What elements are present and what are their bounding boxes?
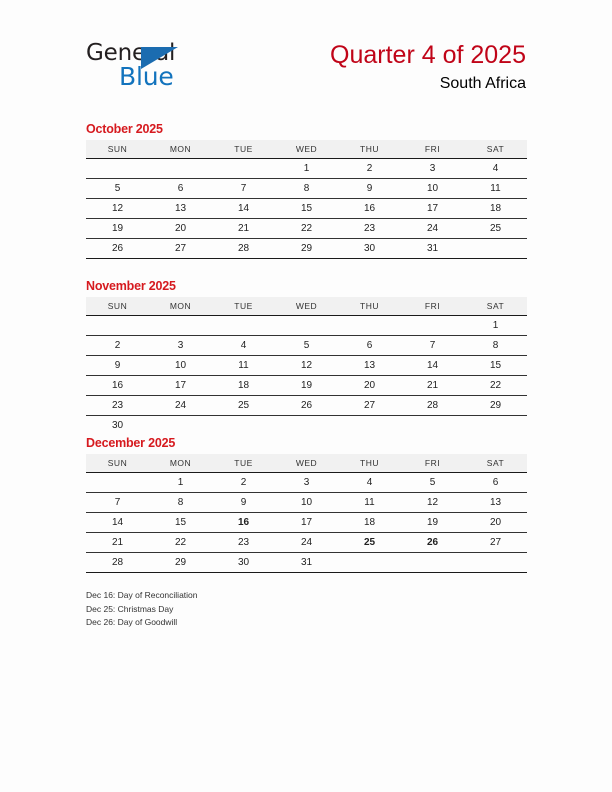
weekday-header-sat: SAT: [464, 297, 527, 316]
weekday-header-row: [86, 140, 527, 159]
calendar-empty-cell: [464, 416, 527, 436]
calendar-day-cell[interactable]: 12: [86, 199, 149, 219]
holiday-note: Dec 25: Christmas Day: [86, 603, 174, 614]
calendar-empty-cell: [86, 159, 149, 179]
weekday-header-wed: WED: [275, 140, 338, 159]
calendar-day-cell[interactable]: 10: [401, 179, 464, 199]
page-header: [0, 0, 612, 110]
weekday-header-fri: FRI: [401, 297, 464, 316]
calendar-day-cell[interactable]: 9: [86, 356, 149, 376]
calendar-empty-cell: [338, 553, 401, 573]
calendar-day-cell[interactable]: 30: [111, 420, 124, 431]
calendar-day-cell[interactable]: 9: [338, 179, 401, 199]
weekday-header-row: [86, 297, 527, 316]
calendar-week-row: [86, 199, 527, 219]
calendar-day-cell[interactable]: 25: [212, 396, 275, 416]
holiday-note: Dec 16: Day of Reconciliation: [86, 590, 198, 600]
calendar-day-cell[interactable]: 14: [212, 199, 275, 219]
weekday-header-sat: SAT: [464, 140, 527, 159]
calendar-week-row: [86, 219, 527, 239]
calendar-day-cell[interactable]: 18: [338, 513, 401, 533]
calendar-day-cell[interactable]: 29: [275, 239, 338, 259]
calendar-day-cell[interactable]: 18: [212, 376, 275, 396]
calendar-day-cell[interactable]: 27: [464, 533, 527, 553]
calendar-day-cell[interactable]: 2: [212, 473, 275, 493]
calendar-day-cell[interactable]: 29: [149, 553, 212, 573]
calendar-empty-cell: [86, 473, 149, 493]
calendar-empty-cell: [149, 416, 212, 436]
month-block-november: [86, 279, 527, 435]
calendar-day-cell[interactable]: 20: [464, 513, 527, 533]
calendar-week-row: [86, 513, 527, 533]
calendar-empty-cell: [212, 416, 275, 436]
calendar-day-cell[interactable]: 23: [86, 396, 149, 416]
calendar-day-cell[interactable]: 13: [338, 356, 401, 376]
weekday-header-mon: MON: [149, 297, 212, 316]
calendar-day-cell[interactable]: 17: [149, 376, 212, 396]
calendar-day-cell[interactable]: 15: [275, 199, 338, 219]
calendar-week-row: [86, 473, 527, 493]
calendar-empty-cell: [149, 159, 212, 179]
weekday-header-thu: THU: [338, 454, 401, 473]
calendar-week-row: [86, 356, 527, 376]
logo-text-general: General: [86, 40, 176, 66]
calendar-day-cell[interactable]: 11: [212, 356, 275, 376]
calendar-day-cell[interactable]: 30: [338, 239, 401, 259]
calendar-week-row: [86, 416, 527, 436]
calendar-day-cell[interactable]: 29: [464, 396, 527, 416]
country-subtitle: South Africa: [439, 75, 526, 92]
weekday-header-sun: SUN: [86, 140, 149, 159]
weekday-header-thu: THU: [338, 140, 401, 159]
calendar-day-cell[interactable]: 18: [464, 199, 527, 219]
calendar-day-cell-holiday[interactable]: 26: [401, 533, 464, 553]
calendar-week-row: [86, 179, 527, 199]
weekday-header-fri: FRI: [401, 140, 464, 159]
calendar-day-cell[interactable]: 24: [149, 396, 212, 416]
calendar-empty-cell: [275, 316, 338, 336]
calendar-week-row: [86, 533, 527, 553]
calendar-day-cell[interactable]: 22: [275, 219, 338, 239]
calendar-empty-cell: [401, 316, 464, 336]
calendar-empty-cell: [86, 316, 149, 336]
weekday-header-mon: MON: [149, 140, 212, 159]
calendar-day-cell[interactable]: 19: [86, 219, 149, 239]
calendar-day-cell[interactable]: 21: [212, 219, 275, 239]
month-block-december: [86, 436, 527, 573]
logo-text-blue: Blue: [119, 62, 174, 91]
calendar-day-cell[interactable]: 6: [149, 179, 212, 199]
calendar-day-cell[interactable]: 7: [401, 336, 464, 356]
calendar-day-cell[interactable]: 23: [338, 219, 401, 239]
calendar-day-cell[interactable]: 11: [464, 179, 527, 199]
calendar-day-cell[interactable]: 20: [149, 219, 212, 239]
calendar-day-cell[interactable]: 24: [401, 219, 464, 239]
calendar-day-cell-holiday[interactable]: 25: [338, 533, 401, 553]
weekday-header-thu: THU: [338, 297, 401, 316]
general-blue-logo: [86, 40, 286, 95]
calendar-day-cell[interactable]: 16: [86, 376, 149, 396]
calendar-day-cell[interactable]: 11: [338, 493, 401, 513]
calendar-day-cell[interactable]: 17: [275, 513, 338, 533]
holiday-note: Dec 26: Day of Goodwill: [86, 617, 178, 627]
calendar-day-cell[interactable]: 5: [401, 473, 464, 493]
weekday-header-fri: FRI: [401, 454, 464, 473]
month-title: October 2025: [86, 122, 163, 136]
calendar-day-cell[interactable]: 3: [401, 159, 464, 179]
calendar-day-cell[interactable]: 25: [464, 219, 527, 239]
calendar-day-cell[interactable]: 27: [338, 396, 401, 416]
calendar-week-row: [86, 376, 527, 396]
calendar-empty-cell: [338, 316, 401, 336]
weekday-header-row: [86, 454, 527, 473]
calendar-day-cell[interactable]: 3: [149, 336, 212, 356]
calendar-body: [86, 159, 527, 259]
calendar-day-cell[interactable]: 8: [464, 336, 527, 356]
calendar-day-cell[interactable]: 1: [275, 159, 338, 179]
calendar-day-cell-holiday[interactable]: 16: [212, 513, 275, 533]
calendar-week-row: [86, 553, 527, 573]
calendar-day-cell[interactable]: 1: [464, 316, 527, 336]
calendar-day-cell[interactable]: 4: [464, 159, 527, 179]
calendar-day-cell[interactable]: 19: [275, 376, 338, 396]
calendar-day-cell[interactable]: 28: [212, 239, 275, 259]
calendar-day-cell[interactable]: 5: [275, 336, 338, 356]
page-title: Quarter 4 of 2025: [330, 41, 526, 69]
calendar-day-cell[interactable]: 7: [212, 179, 275, 199]
calendar-week-row: [86, 316, 527, 336]
calendar-day-cell[interactable]: 21: [401, 376, 464, 396]
calendar-day-cell[interactable]: 6: [464, 473, 527, 493]
calendar-empty-cell: [401, 553, 464, 573]
calendar-table-december: [86, 454, 527, 573]
calendar-week-row: [86, 396, 527, 416]
calendar-day-cell[interactable]: 12: [401, 493, 464, 513]
calendar-day-cell[interactable]: 13: [149, 199, 212, 219]
weekday-header-wed: WED: [275, 454, 338, 473]
calendar-day-cell[interactable]: 4: [338, 473, 401, 493]
calendar-day-cell[interactable]: 10: [275, 493, 338, 513]
title-block: [330, 40, 526, 95]
calendar-day-cell[interactable]: 16: [338, 199, 401, 219]
calendar-empty-cell: [212, 316, 275, 336]
calendar-day-cell[interactable]: 5: [86, 179, 149, 199]
calendar-week-row: [86, 159, 527, 179]
calendar-day-cell[interactable]: 19: [401, 513, 464, 533]
calendar-day-cell[interactable]: 20: [338, 376, 401, 396]
month-block-october: [86, 122, 527, 259]
calendar-day-cell[interactable]: 8: [275, 179, 338, 199]
calendar-day-cell[interactable]: 22: [464, 376, 527, 396]
calendar-day-cell[interactable]: 26: [86, 239, 149, 259]
calendar-table-october: [86, 140, 527, 259]
calendar-empty-cell: [212, 159, 275, 179]
weekday-header-tue: TUE: [212, 297, 275, 316]
calendar-day-cell[interactable]: 4: [212, 336, 275, 356]
calendar-day-cell[interactable]: 15: [149, 513, 212, 533]
calendar-empty-cell: [464, 553, 527, 573]
calendar-day-cell[interactable]: 28: [86, 553, 149, 573]
weekday-header-tue: TUE: [212, 140, 275, 159]
weekday-header-wed: WED: [275, 297, 338, 316]
calendar-day-cell[interactable]: 28: [401, 396, 464, 416]
calendar-day-cell[interactable]: 6: [338, 336, 401, 356]
calendar-day-cell[interactable]: 1: [149, 473, 212, 493]
holiday-notes-list: [86, 589, 486, 630]
calendar-day-cell[interactable]: 14: [401, 356, 464, 376]
calendar-day-cell[interactable]: 30: [212, 553, 275, 573]
weekday-header-sun: SUN: [86, 297, 149, 316]
calendar-day-cell[interactable]: 2: [86, 336, 149, 356]
calendar-body: [86, 473, 527, 573]
calendar-empty-cell: [338, 416, 401, 436]
weekday-header-sun: SUN: [86, 454, 149, 473]
calendar-day-cell[interactable]: 23: [212, 533, 275, 553]
calendar-empty-cell: [464, 239, 527, 259]
calendar-week-row: [86, 239, 527, 259]
month-title: November 2025: [86, 279, 176, 293]
calendar-empty-cell: [275, 416, 338, 436]
calendar-day-cell[interactable]: 21: [86, 533, 149, 553]
calendar-day-cell[interactable]: 27: [149, 239, 212, 259]
calendar-day-cell[interactable]: 9: [212, 493, 275, 513]
calendar-day-cell[interactable]: 2: [338, 159, 401, 179]
calendar-day-cell[interactable]: 12: [275, 356, 338, 376]
calendar-day-cell[interactable]: 24: [275, 533, 338, 553]
calendar-day-cell[interactable]: 13: [464, 493, 527, 513]
calendar-day-cell[interactable]: 31: [275, 553, 338, 573]
calendar-day-cell[interactable]: 17: [401, 199, 464, 219]
calendar-body: [86, 316, 527, 436]
calendar-day-cell[interactable]: 15: [464, 356, 527, 376]
calendar-day-cell[interactable]: 31: [401, 239, 464, 259]
calendar-week-row: [86, 336, 527, 356]
weekday-header-sat: SAT: [464, 454, 527, 473]
calendar-day-cell[interactable]: 3: [275, 473, 338, 493]
calendar-day-cell[interactable]: 14: [86, 513, 149, 533]
calendar-day-cell[interactable]: 10: [149, 356, 212, 376]
month-title: December 2025: [86, 436, 176, 450]
calendar-empty-cell: [149, 316, 212, 336]
calendar-day-cell[interactable]: 22: [149, 533, 212, 553]
weekday-header-mon: MON: [149, 454, 212, 473]
calendar-table-november: [86, 297, 527, 435]
calendar-day-cell[interactable]: 8: [149, 493, 212, 513]
calendar-day-cell[interactable]: 7: [86, 493, 149, 513]
calendar-day-cell[interactable]: 26: [275, 396, 338, 416]
calendar-week-row: [86, 493, 527, 513]
weekday-header-tue: TUE: [212, 454, 275, 473]
calendar-empty-cell: [401, 416, 464, 436]
